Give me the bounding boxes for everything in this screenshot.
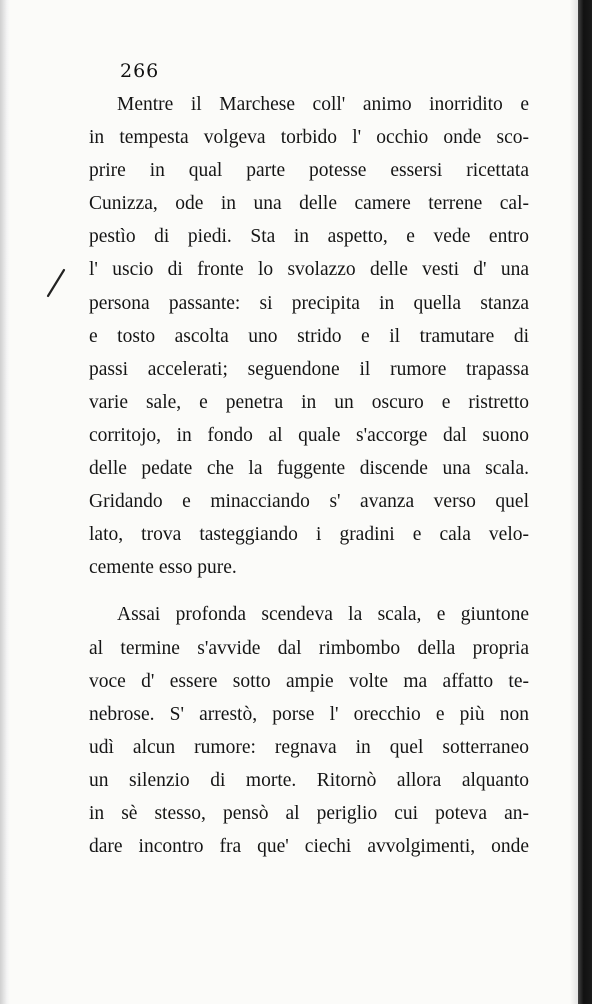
paragraph-2	[89, 598, 529, 863]
margin-pencil-mark-icon	[44, 268, 68, 298]
page-right-shadow	[570, 0, 578, 1004]
paragraph-gap	[89, 584, 529, 598]
text-line: al termine s'avvide dal rimbombo della propria	[89, 637, 529, 659]
text-line: Assai profonda scendeva la scala, e giuntone	[117, 604, 529, 626]
body-text	[89, 88, 529, 863]
text-line: varie sale, e penetra in un oscuro e ristretto	[89, 391, 529, 413]
text-line: un silenzio di morte. Ritornò allora alquanto	[89, 769, 529, 791]
text-line: udì alcun rumore: regnava in quel sotterraneo	[89, 736, 529, 758]
text-line: dare incontro fra que' ciechi avvolgimenti, onde	[89, 836, 529, 858]
text-line: in sè stesso, pensò al periglio cui poteva an-	[89, 802, 529, 824]
text-line: Gridando e minacciando s' avanza verso quel	[89, 491, 529, 513]
page-left-edge	[0, 0, 10, 1004]
text-line: voce d' essere sotto ampie volte ma affatto te-	[89, 670, 529, 692]
text-line: in tempesta volgeva torbido l' occhio onde sco-	[89, 127, 529, 149]
text-line: corritojo, in fondo al quale s'accorge dal suono	[89, 424, 529, 446]
page-number: 266	[120, 60, 160, 82]
text-line: persona passante: si precipita in quella stanza	[89, 292, 529, 314]
text-line: delle pedate che la fuggente discende una scala.	[89, 458, 529, 480]
text-line: passi accelerati; seguendone il rumore trapassa	[89, 358, 529, 380]
text-line: lato, trova tasteggiando i gradini e cala velo-	[89, 524, 529, 546]
book-binding-edge	[578, 0, 592, 1004]
text-line: Mentre il Marchese coll' animo inorridito e	[117, 94, 529, 115]
text-line: nebrose. S' arrestò, porse l' orecchio e più non	[89, 703, 529, 725]
text-line: l' uscio di fronte lo svolazzo delle vesti d' una	[89, 259, 529, 281]
paragraph-1	[89, 88, 529, 584]
text-line: Cunizza, ode in una delle camere terrene cal-	[89, 193, 529, 215]
text-line: cemente esso pure.	[89, 557, 237, 579]
text-line: e tosto ascolta uno strido e il tramutare di	[89, 325, 529, 347]
text-line: prire in qual parte potesse essersi ricettata	[89, 160, 529, 182]
text-line: pestìo di piedi. Sta in aspetto, e vede entro	[89, 226, 529, 248]
